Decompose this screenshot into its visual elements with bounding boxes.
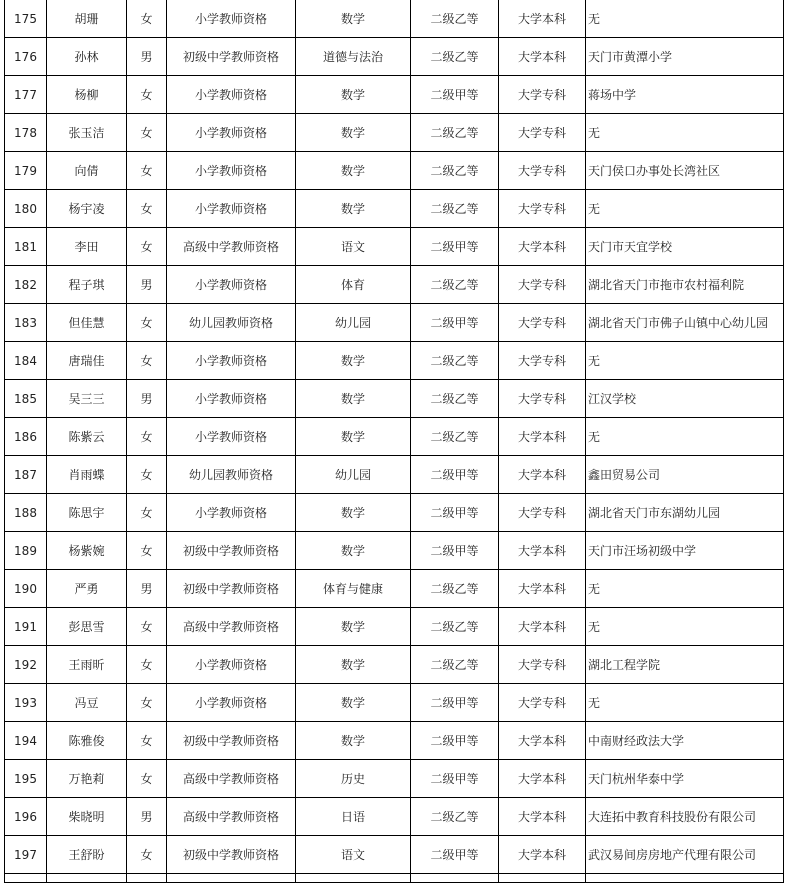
mandarin-level-cell: 二级甲等 bbox=[411, 76, 499, 114]
work-unit-cell: 天门市黄潭小学 bbox=[586, 38, 784, 76]
work-unit-cell: 无 bbox=[586, 342, 784, 380]
row-number-cell: 185 bbox=[5, 380, 47, 418]
subject-cell: 语文 bbox=[296, 228, 411, 266]
education-cell: 大学本科 bbox=[499, 836, 586, 874]
gender-cell: 女 bbox=[127, 836, 167, 874]
subject-cell: 数学 bbox=[296, 190, 411, 228]
subject-cell: 数学 bbox=[296, 114, 411, 152]
subject-cell: 数学 bbox=[296, 0, 411, 38]
education-cell: 大学本科 bbox=[499, 760, 586, 798]
work-unit-cell: 无 bbox=[586, 418, 784, 456]
work-unit-cell: 湖北省天门市拖市农村福利院 bbox=[586, 266, 784, 304]
education-cell: 大学本科 bbox=[499, 570, 586, 608]
subject-cell: 数学 bbox=[296, 494, 411, 532]
education-cell: 大学本科 bbox=[499, 0, 586, 38]
gender-cell: 女 bbox=[127, 190, 167, 228]
row-number-cell: 187 bbox=[5, 456, 47, 494]
certificate-type-cell: 高级中学教师资格 bbox=[167, 228, 296, 266]
table-row bbox=[5, 570, 784, 608]
gender-cell: 女 bbox=[127, 646, 167, 684]
row-number-cell: 183 bbox=[5, 304, 47, 342]
work-unit-cell: 无 bbox=[586, 684, 784, 722]
empty-cell bbox=[127, 874, 167, 883]
applicant-name-cell: 张玉洁 bbox=[47, 114, 127, 152]
education-cell: 大学本科 bbox=[499, 456, 586, 494]
mandarin-level-cell: 二级甲等 bbox=[411, 456, 499, 494]
empty-cell bbox=[586, 874, 784, 883]
row-number-cell: 176 bbox=[5, 38, 47, 76]
gender-cell: 女 bbox=[127, 684, 167, 722]
mandarin-level-cell: 二级乙等 bbox=[411, 152, 499, 190]
gender-cell: 女 bbox=[127, 228, 167, 266]
table-row bbox=[5, 380, 784, 418]
applicant-name-cell: 孙林 bbox=[47, 38, 127, 76]
empty-cell bbox=[47, 874, 127, 883]
row-number-cell: 175 bbox=[5, 0, 47, 38]
certificate-type-cell: 小学教师资格 bbox=[167, 342, 296, 380]
gender-cell: 女 bbox=[127, 722, 167, 760]
table-row bbox=[5, 266, 784, 304]
mandarin-level-cell: 二级乙等 bbox=[411, 266, 499, 304]
table-row bbox=[5, 646, 784, 684]
certificate-type-cell: 小学教师资格 bbox=[167, 0, 296, 38]
row-number-cell: 184 bbox=[5, 342, 47, 380]
certificate-type-cell: 小学教师资格 bbox=[167, 380, 296, 418]
applicant-name-cell: 杨柳 bbox=[47, 76, 127, 114]
certificate-type-cell: 小学教师资格 bbox=[167, 76, 296, 114]
subject-cell: 数学 bbox=[296, 722, 411, 760]
education-cell: 大学专科 bbox=[499, 494, 586, 532]
table-row bbox=[5, 418, 784, 456]
certificate-type-cell: 小学教师资格 bbox=[167, 494, 296, 532]
certificate-type-cell: 初级中学教师资格 bbox=[167, 532, 296, 570]
education-cell: 大学本科 bbox=[499, 798, 586, 836]
row-number-cell: 189 bbox=[5, 532, 47, 570]
education-cell: 大学专科 bbox=[499, 380, 586, 418]
certificate-type-cell: 高级中学教师资格 bbox=[167, 760, 296, 798]
mandarin-level-cell: 二级甲等 bbox=[411, 836, 499, 874]
gender-cell: 男 bbox=[127, 798, 167, 836]
certificate-type-cell: 小学教师资格 bbox=[167, 114, 296, 152]
mandarin-level-cell: 二级甲等 bbox=[411, 532, 499, 570]
table-row bbox=[5, 114, 784, 152]
subject-cell: 历史 bbox=[296, 760, 411, 798]
table-row bbox=[5, 532, 784, 570]
gender-cell: 女 bbox=[127, 0, 167, 38]
mandarin-level-cell: 二级乙等 bbox=[411, 798, 499, 836]
applicant-name-cell: 王雨昕 bbox=[47, 646, 127, 684]
subject-cell: 数学 bbox=[296, 342, 411, 380]
certificate-type-cell: 小学教师资格 bbox=[167, 684, 296, 722]
mandarin-level-cell: 二级甲等 bbox=[411, 494, 499, 532]
table-row bbox=[5, 608, 784, 646]
empty-cell bbox=[411, 874, 499, 883]
education-cell: 大学本科 bbox=[499, 532, 586, 570]
applicant-name-cell: 向倩 bbox=[47, 152, 127, 190]
certificate-type-cell: 初级中学教师资格 bbox=[167, 722, 296, 760]
gender-cell: 男 bbox=[127, 266, 167, 304]
education-cell: 大学专科 bbox=[499, 152, 586, 190]
work-unit-cell: 天门杭州华泰中学 bbox=[586, 760, 784, 798]
table-row bbox=[5, 0, 784, 38]
work-unit-cell: 天门侯口办事处长湾社区 bbox=[586, 152, 784, 190]
work-unit-cell: 无 bbox=[586, 570, 784, 608]
row-number-cell: 195 bbox=[5, 760, 47, 798]
education-cell: 大学专科 bbox=[499, 76, 586, 114]
education-cell: 大学专科 bbox=[499, 342, 586, 380]
row-number-cell: 182 bbox=[5, 266, 47, 304]
applicant-name-cell: 肖雨蝶 bbox=[47, 456, 127, 494]
table-row bbox=[5, 152, 784, 190]
mandarin-level-cell: 二级乙等 bbox=[411, 342, 499, 380]
table-row bbox=[5, 304, 784, 342]
certificate-type-cell: 高级中学教师资格 bbox=[167, 608, 296, 646]
gender-cell: 女 bbox=[127, 342, 167, 380]
row-number-cell: 197 bbox=[5, 836, 47, 874]
row-number-cell: 177 bbox=[5, 76, 47, 114]
gender-cell: 女 bbox=[127, 760, 167, 798]
roster-table bbox=[4, 0, 784, 883]
table-row bbox=[5, 760, 784, 798]
work-unit-cell: 无 bbox=[586, 190, 784, 228]
applicant-name-cell: 彭思雪 bbox=[47, 608, 127, 646]
education-cell: 大学专科 bbox=[499, 304, 586, 342]
row-number-cell: 181 bbox=[5, 228, 47, 266]
row-number-cell: 194 bbox=[5, 722, 47, 760]
row-number-cell: 192 bbox=[5, 646, 47, 684]
subject-cell: 数学 bbox=[296, 380, 411, 418]
table-row bbox=[5, 836, 784, 874]
subject-cell: 日语 bbox=[296, 798, 411, 836]
gender-cell: 男 bbox=[127, 38, 167, 76]
table-row bbox=[5, 494, 784, 532]
applicant-name-cell: 杨宇凌 bbox=[47, 190, 127, 228]
row-number-cell: 188 bbox=[5, 494, 47, 532]
gender-cell: 男 bbox=[127, 570, 167, 608]
subject-cell: 幼儿园 bbox=[296, 304, 411, 342]
certificate-type-cell: 高级中学教师资格 bbox=[167, 798, 296, 836]
mandarin-level-cell: 二级乙等 bbox=[411, 380, 499, 418]
subject-cell: 道德与法治 bbox=[296, 38, 411, 76]
subject-cell: 数学 bbox=[296, 646, 411, 684]
row-number-cell: 186 bbox=[5, 418, 47, 456]
mandarin-level-cell: 二级乙等 bbox=[411, 190, 499, 228]
work-unit-cell: 江汉学校 bbox=[586, 380, 784, 418]
subject-cell: 数学 bbox=[296, 418, 411, 456]
certificate-type-cell: 幼儿园教师资格 bbox=[167, 456, 296, 494]
subject-cell: 数学 bbox=[296, 152, 411, 190]
certificate-type-cell: 小学教师资格 bbox=[167, 646, 296, 684]
subject-cell: 数学 bbox=[296, 532, 411, 570]
work-unit-cell: 无 bbox=[586, 608, 784, 646]
certificate-type-cell: 初级中学教师资格 bbox=[167, 836, 296, 874]
work-unit-cell: 湖北省天门市东湖幼儿园 bbox=[586, 494, 784, 532]
applicant-name-cell: 严勇 bbox=[47, 570, 127, 608]
mandarin-level-cell: 二级乙等 bbox=[411, 38, 499, 76]
subject-cell: 数学 bbox=[296, 608, 411, 646]
applicant-name-cell: 唐瑞佳 bbox=[47, 342, 127, 380]
table-row bbox=[5, 38, 784, 76]
work-unit-cell: 蒋场中学 bbox=[586, 76, 784, 114]
subject-cell: 体育 bbox=[296, 266, 411, 304]
education-cell: 大学专科 bbox=[499, 114, 586, 152]
education-cell: 大学本科 bbox=[499, 722, 586, 760]
certificate-type-cell: 初级中学教师资格 bbox=[167, 570, 296, 608]
subject-cell: 体育与健康 bbox=[296, 570, 411, 608]
applicant-name-cell: 但佳慧 bbox=[47, 304, 127, 342]
mandarin-level-cell: 二级乙等 bbox=[411, 646, 499, 684]
certificate-type-cell: 小学教师资格 bbox=[167, 190, 296, 228]
table-row bbox=[5, 684, 784, 722]
applicant-name-cell: 杨紫婉 bbox=[47, 532, 127, 570]
row-number-cell: 178 bbox=[5, 114, 47, 152]
table-row bbox=[5, 798, 784, 836]
work-unit-cell: 湖北省天门市佛子山镇中心幼儿园 bbox=[586, 304, 784, 342]
mandarin-level-cell: 二级甲等 bbox=[411, 684, 499, 722]
row-number-cell: 193 bbox=[5, 684, 47, 722]
row-number-cell: 190 bbox=[5, 570, 47, 608]
row-number-cell: 191 bbox=[5, 608, 47, 646]
mandarin-level-cell: 二级乙等 bbox=[411, 608, 499, 646]
work-unit-cell: 大连拓中教育科技股份有限公司 bbox=[586, 798, 784, 836]
table-row-partial bbox=[5, 874, 784, 883]
applicant-name-cell: 胡珊 bbox=[47, 0, 127, 38]
mandarin-level-cell: 二级甲等 bbox=[411, 228, 499, 266]
applicant-name-cell: 李田 bbox=[47, 228, 127, 266]
gender-cell: 女 bbox=[127, 76, 167, 114]
empty-cell bbox=[167, 874, 296, 883]
certificate-type-cell: 小学教师资格 bbox=[167, 152, 296, 190]
subject-cell: 幼儿园 bbox=[296, 456, 411, 494]
row-number-cell: 196 bbox=[5, 798, 47, 836]
applicant-name-cell: 陈思宇 bbox=[47, 494, 127, 532]
education-cell: 大学本科 bbox=[499, 38, 586, 76]
row-number-cell: 179 bbox=[5, 152, 47, 190]
mandarin-level-cell: 二级乙等 bbox=[411, 418, 499, 456]
gender-cell: 女 bbox=[127, 152, 167, 190]
row-number-cell: 180 bbox=[5, 190, 47, 228]
applicant-name-cell: 陈雅俊 bbox=[47, 722, 127, 760]
work-unit-cell: 湖北工程学院 bbox=[586, 646, 784, 684]
work-unit-cell: 无 bbox=[586, 0, 784, 38]
gender-cell: 女 bbox=[127, 418, 167, 456]
empty-cell bbox=[499, 874, 586, 883]
education-cell: 大学本科 bbox=[499, 418, 586, 456]
work-unit-cell: 无 bbox=[586, 114, 784, 152]
applicant-name-cell: 吴三三 bbox=[47, 380, 127, 418]
mandarin-level-cell: 二级甲等 bbox=[411, 304, 499, 342]
education-cell: 大学本科 bbox=[499, 228, 586, 266]
certificate-type-cell: 小学教师资格 bbox=[167, 266, 296, 304]
certificate-type-cell: 幼儿园教师资格 bbox=[167, 304, 296, 342]
applicant-name-cell: 陈紫云 bbox=[47, 418, 127, 456]
education-cell: 大学专科 bbox=[499, 190, 586, 228]
table-row bbox=[5, 190, 784, 228]
empty-cell bbox=[296, 874, 411, 883]
applicant-name-cell: 万艳莉 bbox=[47, 760, 127, 798]
work-unit-cell: 中南财经政法大学 bbox=[586, 722, 784, 760]
education-cell: 大学专科 bbox=[499, 684, 586, 722]
certificate-type-cell: 初级中学教师资格 bbox=[167, 38, 296, 76]
applicant-name-cell: 柴晓明 bbox=[47, 798, 127, 836]
roster-body bbox=[5, 0, 784, 883]
gender-cell: 男 bbox=[127, 380, 167, 418]
certificate-type-cell: 小学教师资格 bbox=[167, 418, 296, 456]
work-unit-cell: 天门市汪场初级中学 bbox=[586, 532, 784, 570]
mandarin-level-cell: 二级甲等 bbox=[411, 760, 499, 798]
mandarin-level-cell: 二级乙等 bbox=[411, 570, 499, 608]
mandarin-level-cell: 二级乙等 bbox=[411, 114, 499, 152]
work-unit-cell: 天门市天宜学校 bbox=[586, 228, 784, 266]
applicant-name-cell: 冯豆 bbox=[47, 684, 127, 722]
mandarin-level-cell: 二级甲等 bbox=[411, 722, 499, 760]
applicant-name-cell: 程子琪 bbox=[47, 266, 127, 304]
gender-cell: 女 bbox=[127, 532, 167, 570]
subject-cell: 语文 bbox=[296, 836, 411, 874]
mandarin-level-cell: 二级乙等 bbox=[411, 0, 499, 38]
education-cell: 大学专科 bbox=[499, 266, 586, 304]
subject-cell: 数学 bbox=[296, 76, 411, 114]
applicant-name-cell: 王舒盼 bbox=[47, 836, 127, 874]
work-unit-cell: 鑫田贸易公司 bbox=[586, 456, 784, 494]
gender-cell: 女 bbox=[127, 456, 167, 494]
table-row bbox=[5, 456, 784, 494]
table-row bbox=[5, 342, 784, 380]
gender-cell: 女 bbox=[127, 608, 167, 646]
work-unit-cell: 武汉易间房房地产代理有限公司 bbox=[586, 836, 784, 874]
empty-cell bbox=[5, 874, 47, 883]
table-row bbox=[5, 722, 784, 760]
gender-cell: 女 bbox=[127, 304, 167, 342]
education-cell: 大学专科 bbox=[499, 646, 586, 684]
gender-cell: 女 bbox=[127, 494, 167, 532]
table-row bbox=[5, 228, 784, 266]
education-cell: 大学本科 bbox=[499, 608, 586, 646]
subject-cell: 数学 bbox=[296, 684, 411, 722]
table-row bbox=[5, 76, 784, 114]
gender-cell: 女 bbox=[127, 114, 167, 152]
